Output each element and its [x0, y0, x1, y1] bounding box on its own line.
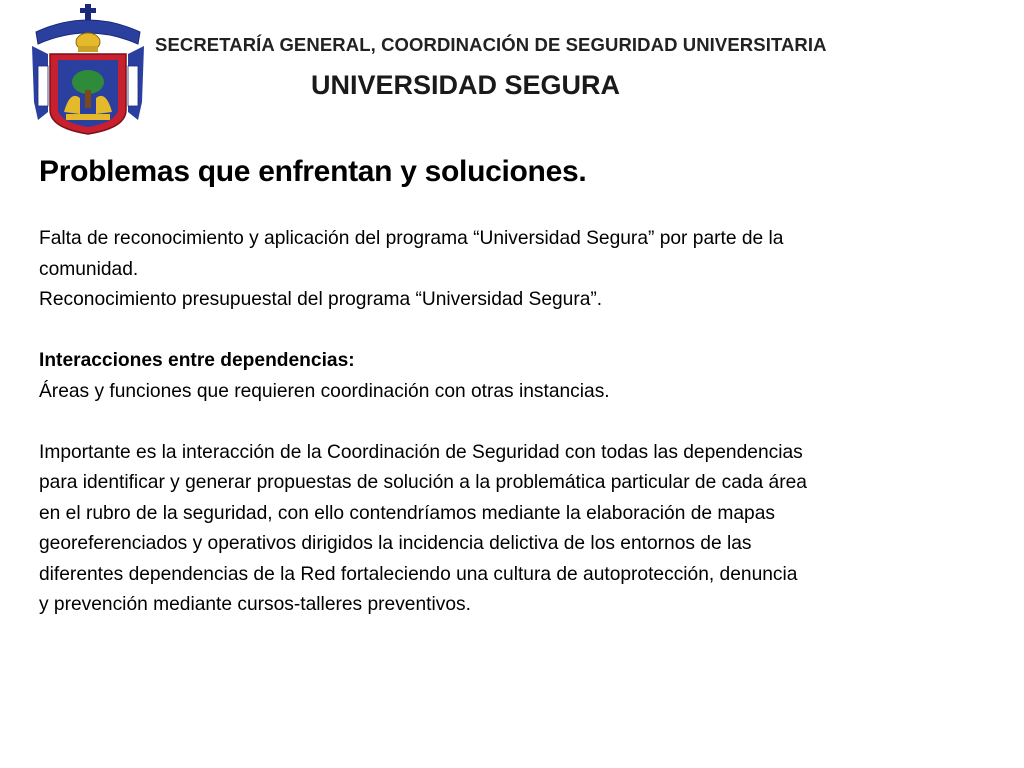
- slide-header: [0, 0, 1024, 140]
- importante-line-4: georeferenciados y operativos dirigidos la incidencia delictiva de los entornos de las: [39, 533, 752, 554]
- importante-line-2: para identificar y generar propuestas de solución a la problemática particular de cada área: [39, 472, 807, 493]
- slide-content: [39, 150, 989, 621]
- importante-line-1: Importante es la interacción de la Coordinación de Seguridad con todas las dependencias: [39, 441, 803, 463]
- problem-line-1b: comunidad.: [39, 258, 139, 280]
- section-heading-interacciones: Interacciones entre dependencias:: [39, 350, 355, 371]
- interacciones-text: Áreas y funciones que requieren coordinación con otras instancias.: [39, 380, 610, 402]
- header-program-title: UNIVERSIDAD SEGURA: [311, 70, 621, 100]
- importante-line-6: y prevención mediante cursos-talleres preventivos.: [39, 594, 471, 615]
- importante-line-5: diferentes dependencias de la Red fortaleciendo una cultura de autoprotección, denuncia: [39, 563, 798, 585]
- header-secretaria-title: SECRETARÍA GENERAL, COORDINACIÓN DE SEGURIDAD UNIVERSITARIA: [155, 34, 827, 55]
- problem-line-1a: Falta de reconocimiento y aplicación del programa “Universidad Segura” por parte de la: [39, 228, 784, 249]
- slide-title: Problemas que enfrentan y soluciones.: [39, 155, 587, 188]
- university-crest-logo: [26, 2, 150, 138]
- problem-line-2: Reconocimiento presupuestal del programa “Universidad Segura”.: [39, 289, 603, 310]
- importante-line-3: en el rubro de la seguridad, con ello contendríamos mediante la elaboración de mapas: [39, 502, 775, 524]
